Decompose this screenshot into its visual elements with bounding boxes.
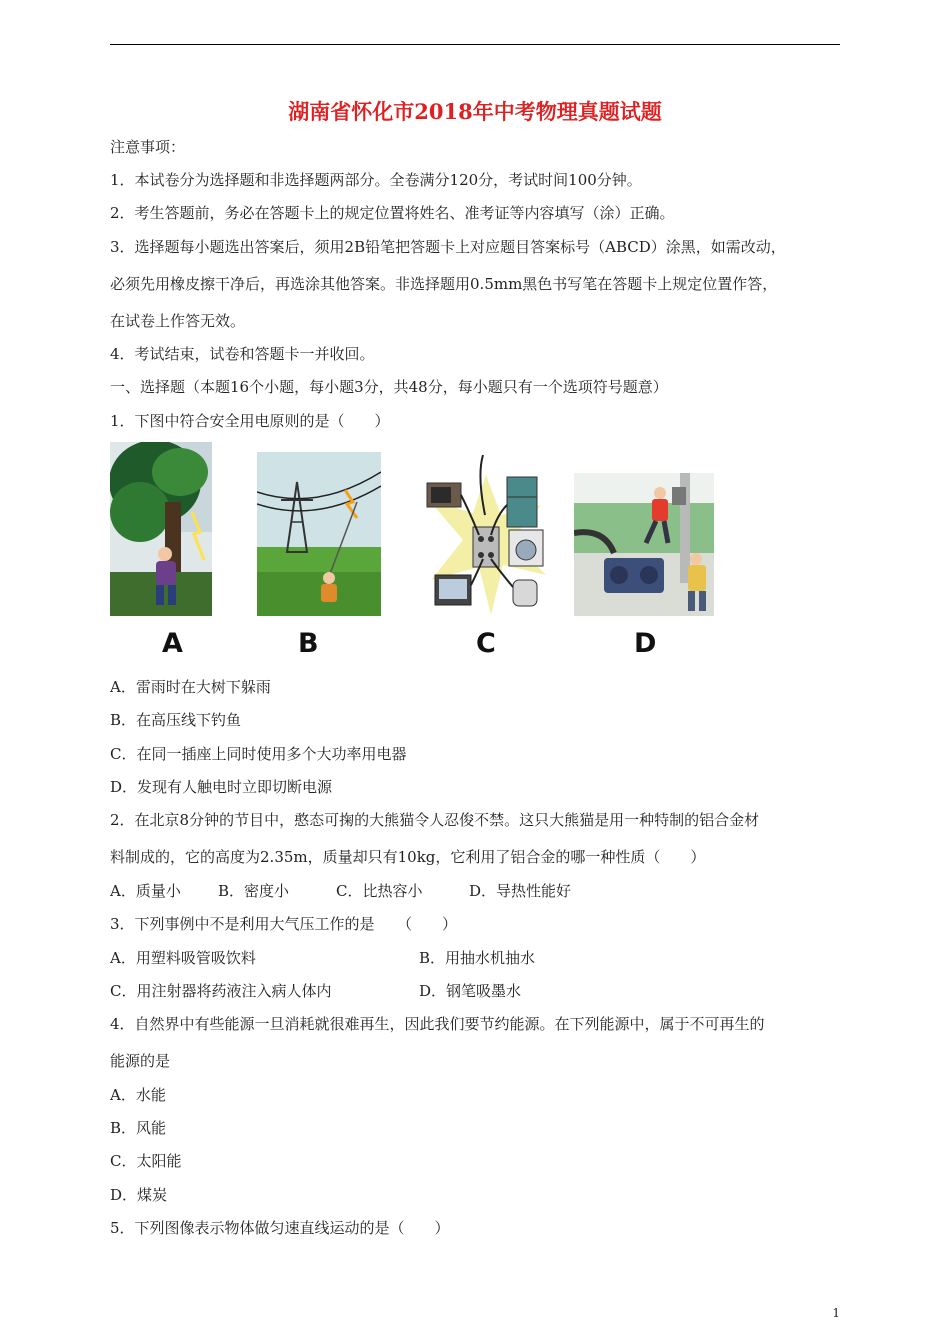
q3-option-d: D．钢笔吸墨水 (419, 982, 522, 1000)
figure-label-c: C (476, 628, 496, 659)
notice-heading: 注意事项： (110, 138, 186, 156)
q3-stem: 3．下列事例中不是利用大气压工作的是 （ ） (110, 915, 458, 933)
q1-stem: 1．下图中符合安全用电原则的是（ ） (110, 412, 390, 430)
header-rule (110, 44, 840, 45)
q3-option-c: C．用注射器将药液注入病人体内 (110, 982, 332, 1000)
notice-item-4: 4．考试结束，试卷和答题卡一并收回。 (110, 345, 375, 363)
notice-item-1: 1．本试卷分为选择题和非选择题两部分。全卷满分120分，考试时间100分钟。 (110, 171, 642, 189)
notice-item-3-cont: 必须先用橡皮擦干净后，再选涂其他答案。非选择题用0.5mm黑色书写笔在答题卡上规定位置作答， (110, 275, 778, 293)
figure-b-powerline-image (257, 452, 381, 616)
figure-label-a: A (162, 628, 183, 659)
notice-item-2: 2．考生答题前，务必在答题卡上的规定位置将姓名、准考证等内容填写（涂）正确。 (110, 204, 675, 222)
q2-option-a: A．质量小 (110, 882, 181, 900)
q3-option-b: B．用抽水机抽水 (419, 949, 536, 967)
notice-item-3-cont2: 在试卷上作答无效。 (110, 312, 246, 330)
page-number: 1 (832, 1306, 840, 1320)
q2-stem-line1: 2．在北京8分钟的节目中，憨态可掬的大熊猫令人忍俊不禁。这只大熊猫是用一种特制的铝合金材 (110, 811, 760, 829)
figure-a-tree-image (110, 442, 212, 616)
figure-c-overloaded-socket-image (421, 455, 551, 621)
q5-stem: 5．下列图像表示物体做匀速直线运动的是（ ） (110, 1219, 450, 1237)
q2-option-d: D．导热性能好 (469, 882, 572, 900)
figure-label-d: D (634, 628, 657, 659)
q2-option-b: B．密度小 (218, 882, 290, 900)
q1-option-b: B．在高压线下钓鱼 (110, 711, 242, 729)
section-heading: 一、选择题（本题16个小题，每小题3分，共48分，每小题只有一个选项符号题意） (110, 378, 668, 396)
page-title: 湖南省怀化市2018年中考物理真题试题 (288, 99, 662, 124)
q4-option-b: B．风能 (110, 1119, 167, 1137)
q2-stem-line2: 料制成的，它的高度为2.35m，质量却只有10kg，它利用了铝合金的哪一种性质（ ） (110, 848, 706, 866)
q4-option-d: D．煤炭 (110, 1186, 168, 1204)
q1-option-c: C．在同一插座上同时使用多个大功率用电器 (110, 745, 407, 763)
figure-d-cut-power-image (574, 473, 714, 616)
q1-option-a: A．雷雨时在大树下躲雨 (110, 678, 271, 696)
q1-option-d: D．发现有人触电时立即切断电源 (110, 778, 333, 796)
q3-option-a: A．用塑料吸管吸饮料 (110, 949, 256, 967)
notice-item-3: 3．选择题每小题选出答案后，须用2B铅笔把答题卡上对应题目答案标号（ABCD）涂黑，如需改动， (110, 238, 786, 256)
q2-option-c: C．比热容小 (336, 882, 423, 900)
figure-label-b: B (298, 628, 319, 659)
q4-stem-line2: 能源的是 (110, 1052, 171, 1070)
q4-stem-line1: 4．自然界中有些能源一旦消耗就很难再生，因此我们要节约能源。在下列能源中，属于不可再生的 (110, 1015, 765, 1033)
q4-option-a: A．水能 (110, 1086, 166, 1104)
q4-option-c: C．太阳能 (110, 1152, 182, 1170)
